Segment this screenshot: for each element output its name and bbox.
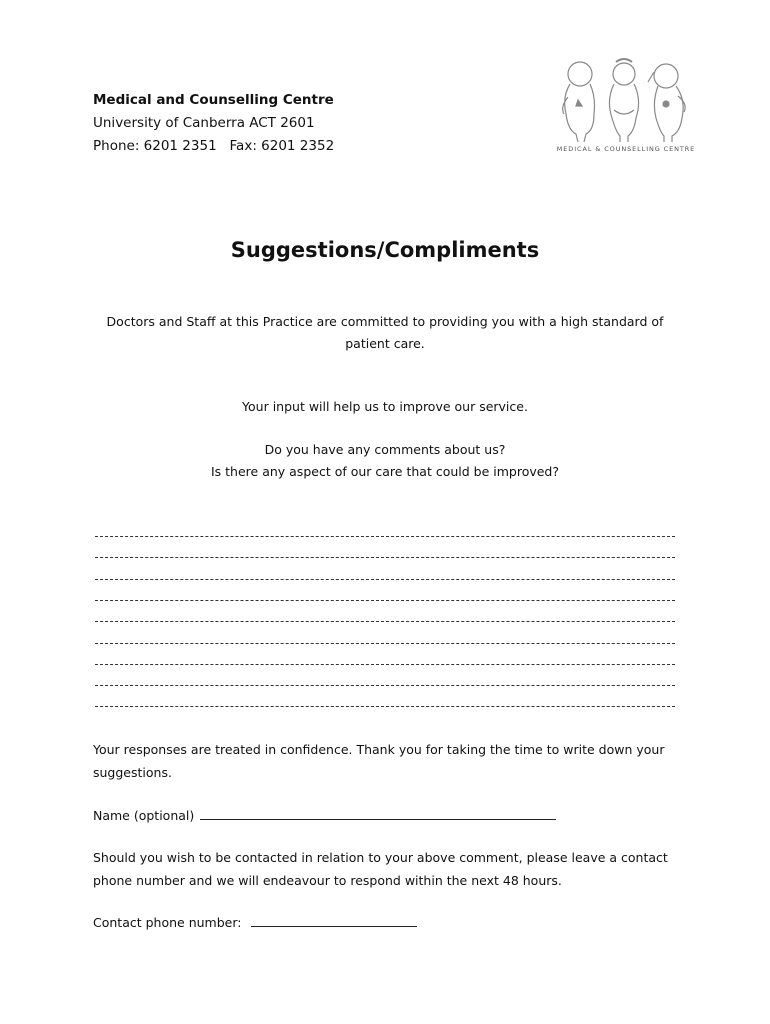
name-blank[interactable] <box>200 806 556 820</box>
intro-text: Doctors and Staff at this Practice are committed to providing you with a high standard of patient care. <box>106 314 664 351</box>
comment-line[interactable] <box>95 600 675 601</box>
phone-row <box>93 911 683 934</box>
org-phone-fax: Phone: 6201 2351 Fax: 6201 2352 <box>93 138 335 154</box>
confidence-text: Your responses are treated in confidence. Thank you for taking the time to write down your suggestions. <box>93 742 665 780</box>
contact-note: Should you wish to be contacted in relation to your above comment, please leave a contact phone number and we will endeavour to respond within the next 48 hours. <box>93 850 668 888</box>
question-improvement: Is there any aspect of our care that could be improved? <box>210 464 559 479</box>
org-name: Medical and Counselling Centre <box>93 92 334 108</box>
centre-logo <box>548 52 708 160</box>
phone-label: Contact phone number: <box>93 915 242 930</box>
comment-line[interactable] <box>95 557 675 558</box>
logo-caption: MEDICAL & COUNSELLING CENTRE <box>556 145 696 153</box>
comment-line[interactable] <box>95 621 675 622</box>
comment-line[interactable] <box>95 664 675 665</box>
comment-line[interactable] <box>95 579 675 580</box>
name-row <box>93 804 683 827</box>
phone-blank[interactable] <box>251 913 417 927</box>
org-address: University of Canberra ACT 2601 <box>93 115 315 131</box>
comment-line[interactable] <box>95 536 675 537</box>
question-comments: Do you have any comments about us? <box>264 442 506 457</box>
comment-line[interactable] <box>95 706 675 707</box>
comment-line[interactable] <box>95 643 675 644</box>
name-label: Name (optional) <box>93 808 195 823</box>
page-title: Suggestions/Compliments <box>230 238 540 262</box>
input-note: Your input will help us to improve our service. <box>242 399 528 414</box>
comment-line[interactable] <box>95 685 675 686</box>
